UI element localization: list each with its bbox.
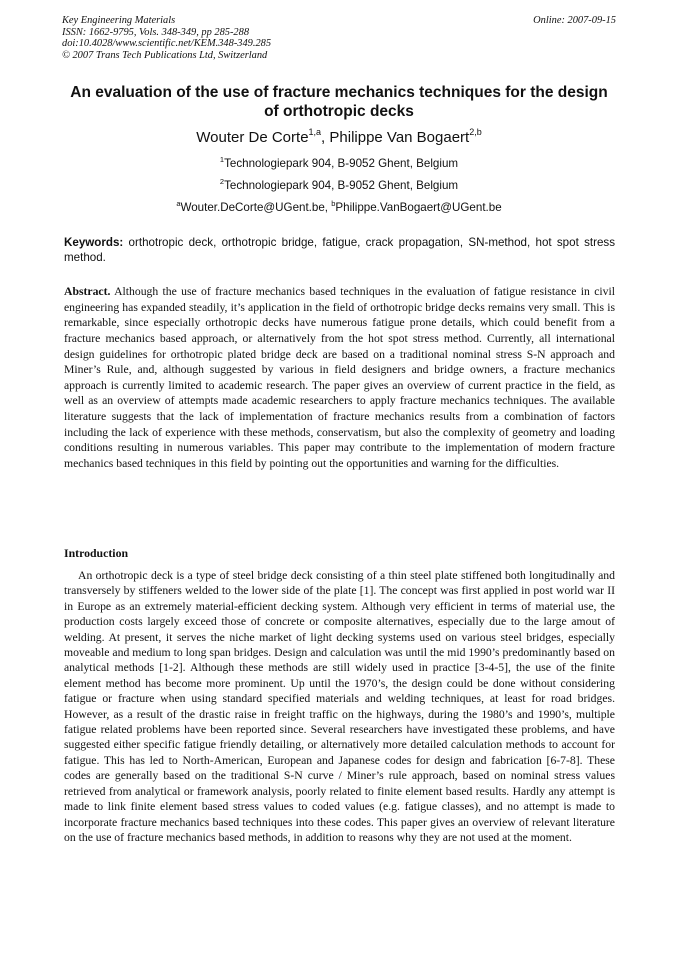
author-1-sup: 1,a: [308, 127, 322, 137]
introduction-paragraph: An orthotropic deck is a type of steel bridge deck consisting of a thin steel plate stiffened both longitudinally and transversely by stiffeners welded to the lower side of the plate [1]. The concept was first applied in post world war II in Europe as an extremely material-efficient decking system. Although very efficient in terms of material use, the production costs largely exceed those of concrete or composite alternatives, especially due to the large amout of welding. At present, it serves the niche market of light decking systems used on various steel bridges, especially moveable and medium to long span bridges. Design and calculation was until the mid 1990’s predominantly based on analytical methods [1-2]. Although these methods are still widely used in practice [3-4-5], the use of the finite element method has become more prominent. Up until the 1970’s, the design could be done without considering fatigue or fracture when using standard specified materials and welding techniques, at least for road bridges. However, as a result of the drastic raise in freight traffic on the highways, during the 1980’s and 1990’s, multiple fatigue related problems have been reported since. Several researchers have investigated these problems, and have suggested either specific fatigue friendly detailing, or alternatively more detailed calculation methods to account for fatigue. This has led to North-American, European and Japanese codes for design and fabrication [6-7-8]. These codes are generally based on the traditional S-N curve / Miner’s rule approach, based on nominal stress values retrieved from analytical or framework analysis, poorly related to finite element based results. Hardly any attempt is made to link finite element based stress values to coded values (e.g. fatigue classes), and no attempt is made to incorporate fracture mechanics based techniques into these codes. This paper gives an overview of relevant literature on the use of fracture mechanics based methods, in addition to reasons why they are not used at the moment.: [64, 569, 615, 844]
affiliation-1-sup: 1: [219, 155, 225, 164]
email-a: Wouter.DeCorte@UGent.be,: [180, 201, 332, 214]
journal-header: [62, 15, 616, 61]
introduction-heading: Introduction: [64, 546, 129, 560]
abstract-text: Although the use of fracture mechanics based techniques in the evaluation of fatigue resistance in civil engineering has expanded steadily, it’s application in the field of orthotropic bridge decks remains very small. This is remarkable, since especially orthotropic decks have numerous fatigue prone details, which could benefit from a fracture mechanics based approach, or alternatively from the hot spot stress method. Currently, all international design guidelines for orthotropic plated bridge deck are based on a traditional nominal stress S-N approach and Miner’s Rule, and, although suggested by various in field designers and bridge owners, a fracture mechanics approach is currently limited to academic research. The paper gives an overview of current practice in the field, as well as an overview of attempts made academic researchers to apply fracture mechanics techniques. The available literature suggests that the lack of implementation of fracture mechanics results from a combination of factors including the lack of experience with these methods, conservatism, but also the complexity of geometry and loading conditions resulting in numerous variables. This paper may contribute to the implementation of modern fracture mechanics based techniques in this field by pointing out the opportunities and warning for the difficulties.: [64, 285, 615, 470]
author-2-name: Philippe Van Bogaert: [329, 129, 470, 146]
author-2-sup: 2,b: [469, 127, 482, 137]
affiliation-2-sup: 2: [219, 177, 225, 186]
paper-title: An evaluation of the use of fracture mechanics techniques for the design of orthotropic decks: [70, 84, 608, 120]
author-1-name: Wouter De Corte: [196, 129, 309, 146]
affiliation-1-text: Technologiepark 904, B-9052 Ghent, Belgium: [224, 157, 459, 170]
affiliation-1: [60, 157, 618, 171]
abstract-paragraph: [64, 284, 615, 472]
affiliation-2-text: Technologiepark 904, B-9052 Ghent, Belgium: [224, 179, 459, 192]
copyright-line: © 2007 Trans Tech Publications Ltd, Switzerland: [62, 49, 268, 61]
author-separator: ,: [321, 129, 330, 146]
email-a-sup: a: [176, 199, 181, 208]
abstract-label: Abstract.: [64, 285, 111, 298]
keywords-paragraph: [64, 236, 615, 265]
email-b: Philippe.VanBogaert@UGent.be: [335, 201, 502, 214]
author-line: [60, 128, 618, 148]
affiliation-2: [60, 179, 618, 193]
email-b-sup: b: [331, 199, 336, 208]
online-date: Online: 2007-09-15: [533, 15, 616, 26]
journal-name: Key Engineering Materials: [62, 15, 176, 26]
keywords-label: Keywords:: [64, 236, 124, 249]
issn-line: ISSN: 1662-9795, Vols. 348-349, pp 285-288: [62, 26, 250, 38]
email-line: [60, 201, 618, 215]
doi-line: doi:10.4028/www.scientific.net/KEM.348-349.285: [62, 38, 272, 50]
keywords-text: orthotropic deck, orthotropic bridge, fatigue, crack propagation, SN-method, hot spot stress method.: [64, 236, 615, 264]
